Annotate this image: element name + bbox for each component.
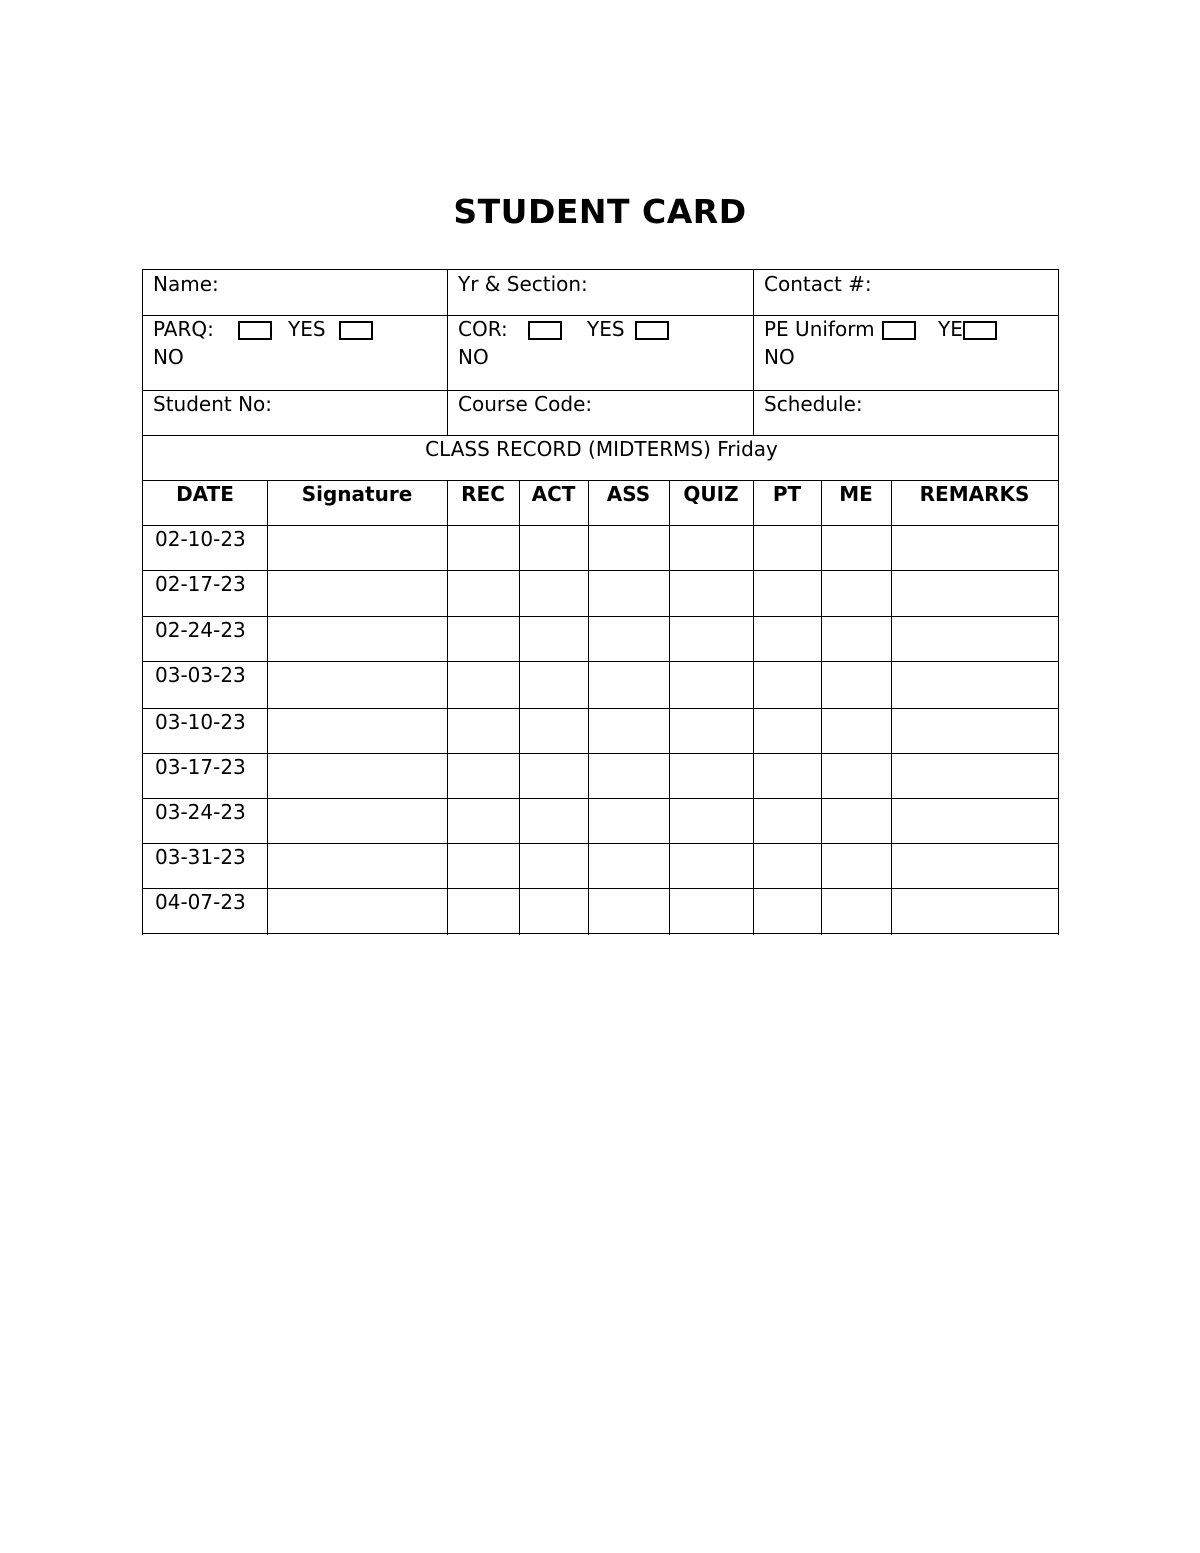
parq-no-checkbox[interactable] <box>339 321 373 340</box>
course-code-label: Course Code: <box>458 392 593 416</box>
col-header-me: ME <box>839 482 873 506</box>
class-record-title: CLASS RECORD (MIDTERMS) Friday <box>425 437 778 461</box>
col-divider <box>447 480 448 935</box>
row-divider <box>143 570 1058 571</box>
student-no-label: Student No: <box>153 392 273 416</box>
col-divider <box>588 480 589 935</box>
col-header-act: ACT <box>531 482 576 506</box>
col-header-quiz: QUIZ <box>683 482 739 506</box>
date-cell: 03-03-23 <box>155 663 246 687</box>
row-divider <box>143 753 1058 754</box>
cor-yes-checkbox[interactable] <box>528 321 562 340</box>
col-divider <box>753 480 754 935</box>
parq-yes-label: YES <box>288 317 326 341</box>
date-cell: 03-24-23 <box>155 800 246 824</box>
contact-label: Contact #: <box>764 272 872 296</box>
date-cell: 03-10-23 <box>155 710 246 734</box>
pe-uniform-no-label: NO <box>764 345 795 369</box>
col-header-signature: Signature <box>301 482 413 506</box>
page-title: STUDENT CARD <box>453 192 747 231</box>
col-divider <box>267 480 268 935</box>
pe-uniform-yes-label: YE <box>938 317 963 341</box>
col-divider <box>669 480 670 935</box>
row-divider <box>143 390 1058 391</box>
yr-section-label: Yr & Section: <box>458 272 588 296</box>
pe-uniform-yes-checkbox[interactable] <box>882 321 916 340</box>
col-divider <box>447 270 448 435</box>
col-divider <box>891 480 892 935</box>
row-divider <box>143 616 1058 617</box>
date-cell: 02-17-23 <box>155 572 246 596</box>
cor-no-label: NO <box>458 345 489 369</box>
pe-uniform-no-checkbox[interactable] <box>963 321 997 340</box>
date-cell: 02-10-23 <box>155 527 246 551</box>
parq-no-label: NO <box>153 345 184 369</box>
parq-label: PARQ: <box>153 317 214 341</box>
schedule-label: Schedule: <box>764 392 863 416</box>
row-divider <box>143 708 1058 709</box>
cor-label: COR: <box>458 317 508 341</box>
cor-no-checkbox[interactable] <box>635 321 669 340</box>
row-divider <box>143 843 1058 844</box>
col-divider <box>753 270 754 435</box>
col-header-remarks: REMARKS <box>919 482 1030 506</box>
date-cell: 03-31-23 <box>155 845 246 869</box>
name-label: Name: <box>153 272 219 296</box>
row-divider <box>143 798 1058 799</box>
date-cell: 02-24-23 <box>155 618 246 642</box>
cor-yes-label: YES <box>587 317 625 341</box>
date-cell: 04-07-23 <box>155 890 246 914</box>
pe-uniform-label: PE Uniform <box>764 317 875 341</box>
row-divider <box>143 525 1058 526</box>
row-divider <box>143 933 1058 934</box>
parq-yes-checkbox[interactable] <box>238 321 272 340</box>
date-cell: 03-17-23 <box>155 755 246 779</box>
col-header-rec: REC <box>461 482 505 506</box>
col-header-pt: PT <box>772 482 802 506</box>
col-header-date: DATE <box>176 482 234 506</box>
col-divider <box>821 480 822 935</box>
col-divider <box>519 480 520 935</box>
student-card-table <box>142 269 1059 935</box>
row-divider <box>143 661 1058 662</box>
col-header-ass: ASS <box>606 482 651 506</box>
row-divider <box>143 888 1058 889</box>
